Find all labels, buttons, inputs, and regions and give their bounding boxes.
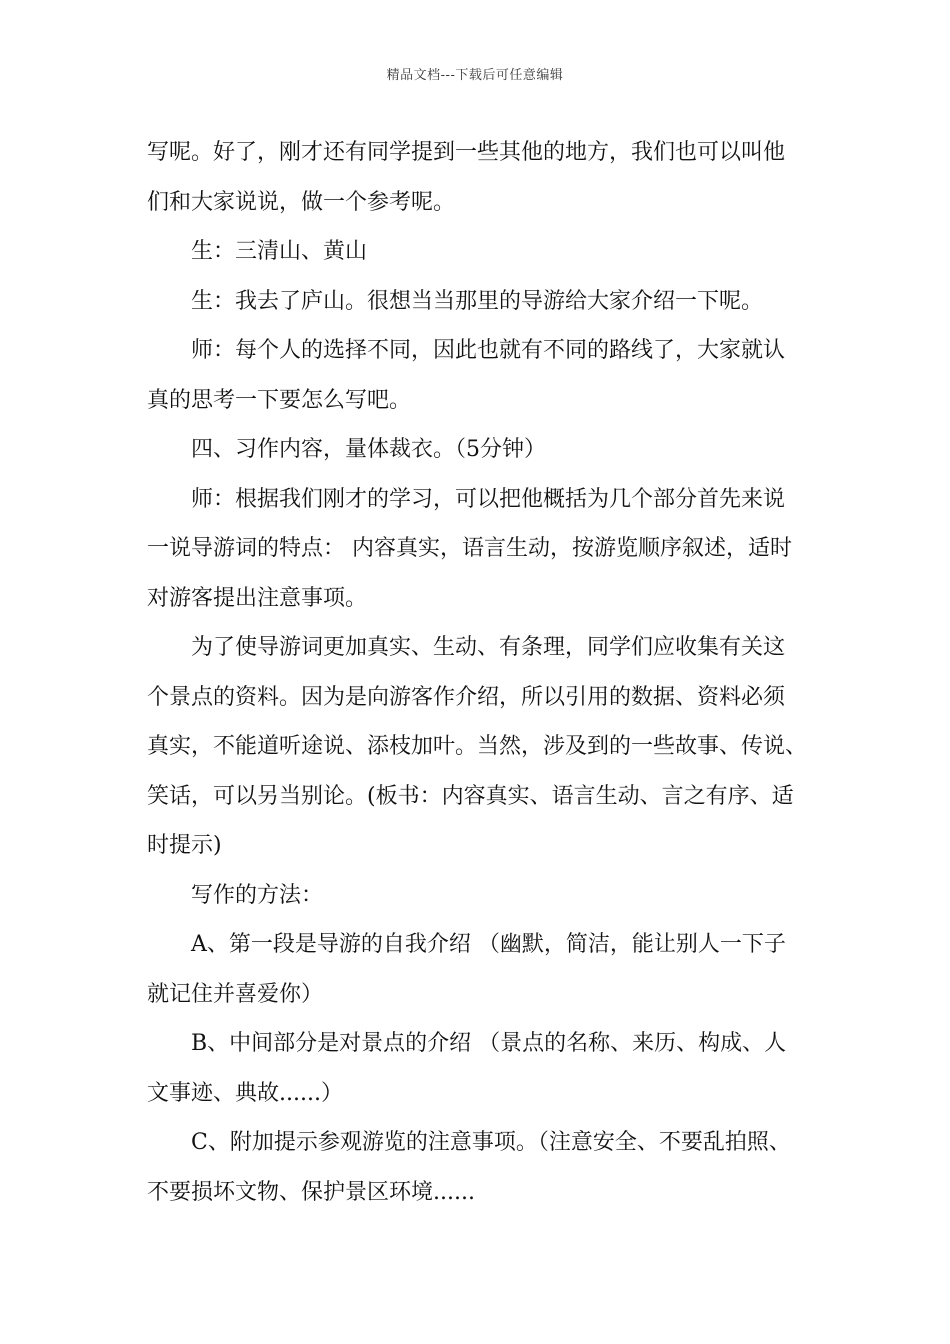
paragraph-5 [147,425,837,475]
paragraph-line: 写作的方法： [191,882,324,908]
paragraph-line: 师：根据我们刚才的学习，可以把他概括为几个部分首先来说 [191,486,786,512]
paragraph-line: 不要损坏文物、保护景区环境...... [147,1179,475,1205]
paragraph-7 [147,623,837,871]
paragraph-line: 对游客提出注意事项。 [147,585,368,611]
paragraph-line: 文事迹、典故......） [147,1080,343,1106]
page-header: 精品文档---下载后可任意编辑 [386,68,564,83]
paragraph-line: 就记住并喜爱你） [147,981,324,1007]
paragraph-3 [147,277,837,327]
paragraph-line: A、第一段是导游的自我介绍 （幽默，简洁，能让别人一下子 [191,932,786,957]
paragraph-line: 个景点的资料。因为是向游客作介绍，所以引用的数据、资料必须 [147,684,786,710]
paragraph-line: 为了使导游词更加真实、生动、有条理，同学们应收集有关这 [191,635,786,660]
paragraph-line: 生：我去了庐山。很想当当那里的导游给大家介绍一下呢。 [191,288,764,314]
paragraph-line: 一说导游词的特点： 内容真实，语言生动，按游览顺序叙述，适时 [147,536,792,561]
paragraph-line: 时提示) [147,833,222,858]
paragraph-line: 真的思考一下要怎么写吧。 [147,387,412,413]
paragraph-line: 笑话，可以另当别论。(板书：内容真实、语言生动、言之有序、适 [147,783,794,809]
paragraph-6 [147,475,837,624]
paragraph-line: B、中间部分是对景点的介绍 （景点的名称、来历、构成、人 [191,1031,787,1056]
paragraph-line: 写呢。好了，刚才还有同学提到一些其他的地方，我们也可以叫他 [147,140,786,165]
paragraph-4 [147,326,837,425]
document-body [147,128,837,1217]
paragraph-1 [147,128,837,227]
section-heading: 四、习作内容，量体裁衣。（5分钟） [191,437,546,462]
paragraph-line: 们和大家说说，做一个参考呢。 [147,189,456,215]
paragraph-line: 师：每个人的选择不同，因此也就有不同的路线了，大家就认 [191,338,786,363]
paragraph-line: 真实，不能道听途说、添枝加叶。当然，涉及到的一些故事、传说、 [147,734,808,759]
paragraph-10 [147,1019,837,1118]
paragraph-8 [147,871,837,921]
paragraph-line: C、附加提示参观游览的注意事项。（注意安全、不要乱拍照、 [191,1130,791,1155]
paragraph-2 [147,227,837,277]
paragraph-line: 生：三清山、黄山 [191,239,368,264]
paragraph-11 [147,1118,837,1217]
paragraph-9 [147,920,837,1019]
